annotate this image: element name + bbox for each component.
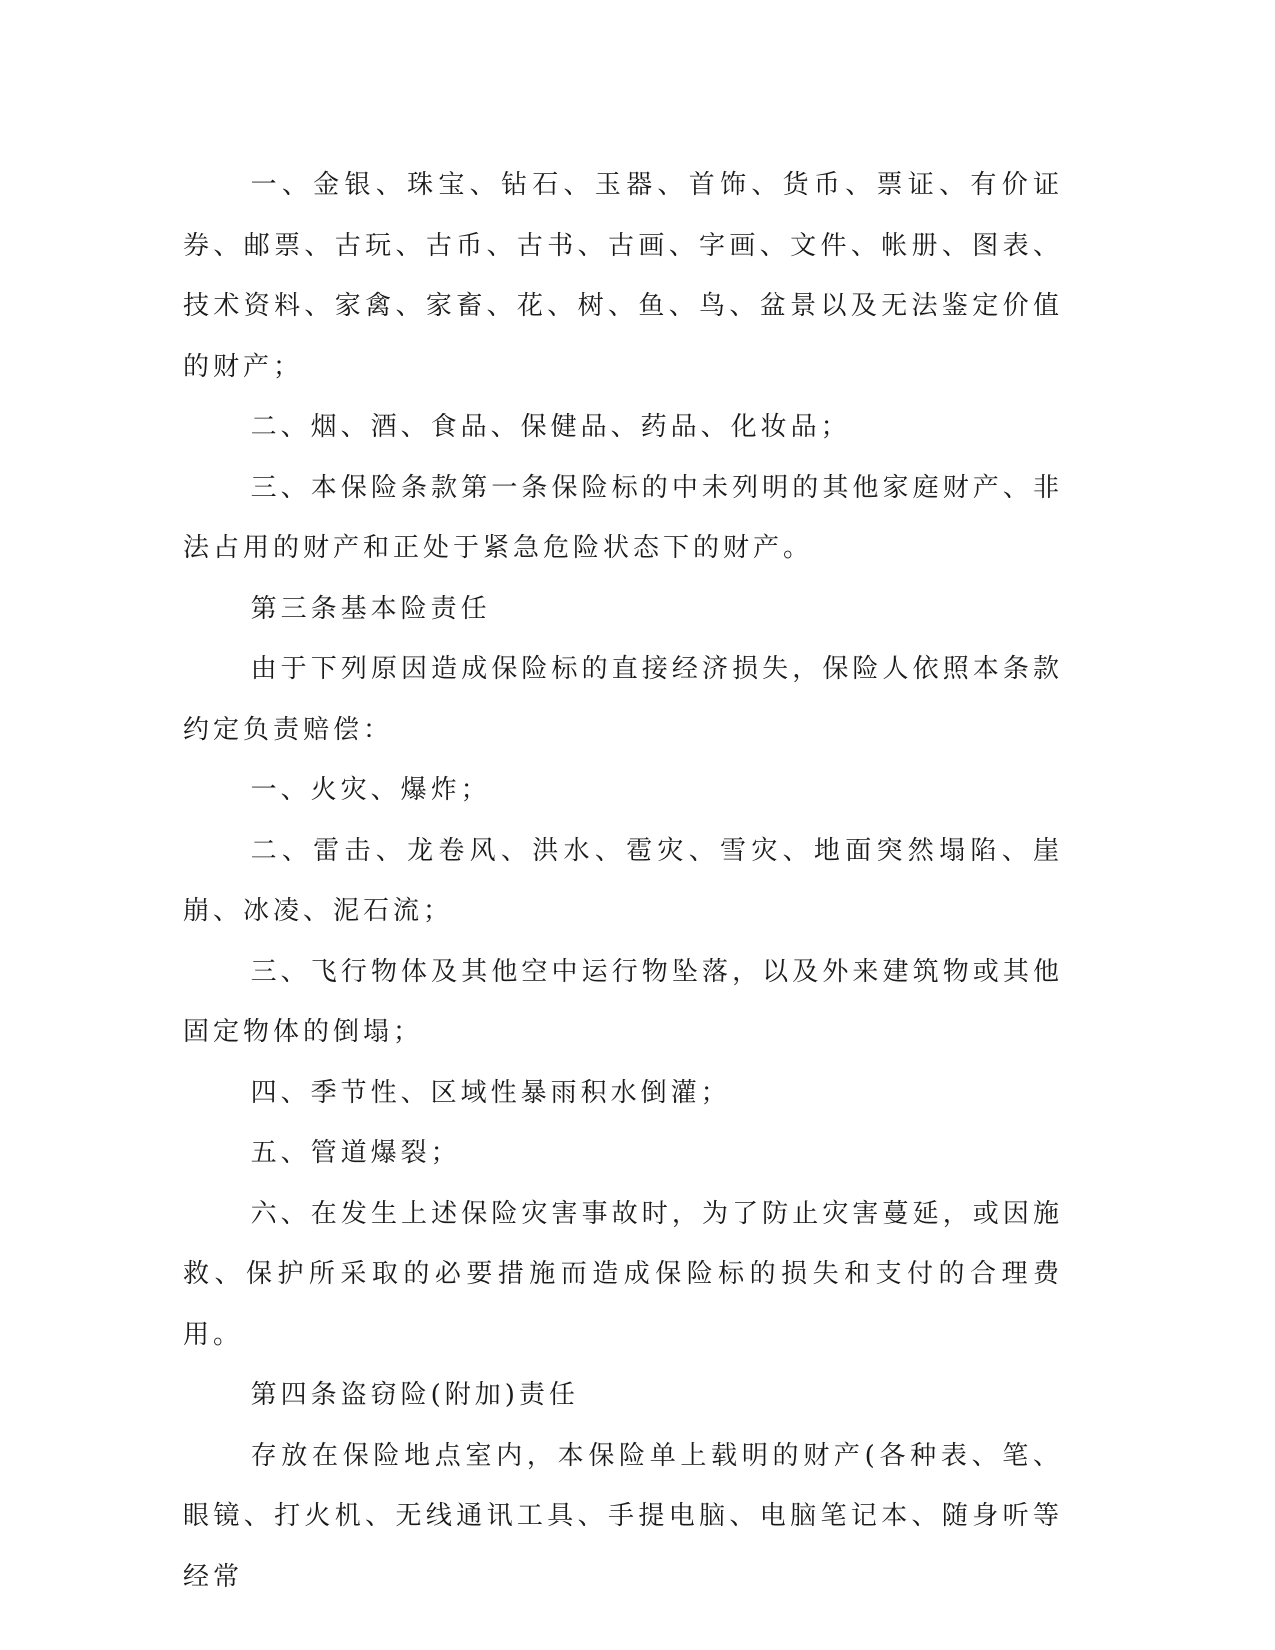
list-item-1: 一、火灾、爆炸； <box>250 775 491 805</box>
list-item-3: 三、飞行物体及其他空中运行物坠落，以及外来建筑物或其他固定物体的倒塌； <box>183 956 1063 1047</box>
list-item-4: 四、季节性、区域性暴雨积水倒灌； <box>250 1077 731 1108</box>
paragraph-item-3: 三、本保险条款第一条保险标的中未列明的其他家庭财产、非法占用的财产和正处于紧急危险状态下的财产。 <box>183 472 1063 563</box>
list-item-5: 五、管道爆裂； <box>250 1138 461 1168</box>
list-item-2: 二、雷击、龙卷风、洪水、雹灾、雪灾、地面突然塌陷、崖崩、冰凌、泥石流； <box>183 835 1063 926</box>
paragraph-item-1: 一、金银、珠宝、钻石、玉器、首饰、货币、票证、有价证券、邮票、古玩、古币、古书、古画、字画、文件、帐册、图表、技术资料、家禽、家畜、花、树、鱼、鸟、盆景以及无法鉴定价值的财产； <box>183 170 1063 382</box>
section-heading-article-3: 第三条基本险责任 <box>250 593 491 624</box>
paragraph-last: 存放在保险地点室内，本保险单上载明的财产(各种表、笔、眼镜、打火机、无线通讯工具、手提电脑、电脑笔记本、随身听等经常 <box>183 1440 1063 1592</box>
section-heading-article-4: 第四条盗窃险(附加)责任 <box>250 1380 579 1410</box>
list-item-6: 六、在发生上述保险灾害事故时，为了防止灾害蔓延，或因施救、保护所采取的必要措施而造成保险标的损失和支付的合理费用。 <box>183 1198 1063 1350</box>
paragraph-intro: 由于下列原因造成保险标的直接经济损失，保险人依照本条款约定负责赔偿： <box>183 654 1063 745</box>
paragraph-item-2: 二、烟、酒、食品、保健品、药品、化妆品； <box>250 412 851 442</box>
document-body <box>183 155 1063 1607</box>
